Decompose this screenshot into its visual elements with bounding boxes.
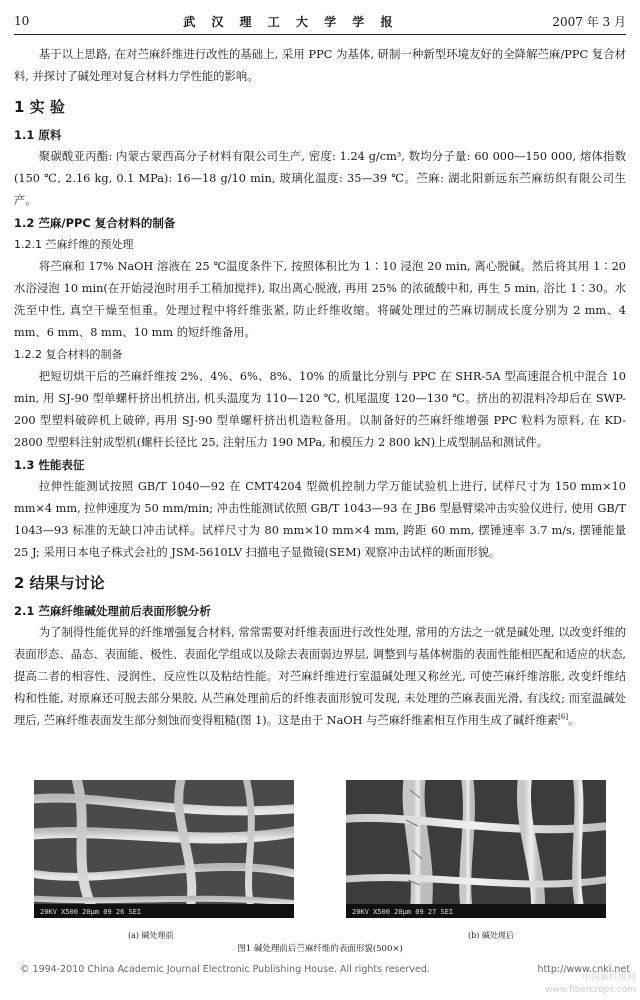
figure-caption: 图1 碱处理前后苎麻纤维的表面形貌(500×) bbox=[237, 944, 403, 954]
issue-date: 2007 年 3 月 bbox=[552, 14, 626, 29]
section-2-title: 2 结果与讨论 bbox=[14, 574, 105, 592]
section-1-2-2-title: 1.2.2 复合材料的制备 bbox=[14, 348, 123, 361]
sem-b-databar: 20KV X500 20μm 09 27 SEI bbox=[352, 908, 454, 916]
sem-image-treated bbox=[346, 780, 606, 918]
section-1-1-text: 聚碳酸亚丙酯: 内蒙古蒙西高分子材料有限公司生产, 密度: 1.24 g/cm³, 数均分子量: 60 000—150 000, 熔体指数(150 ℃, 2.16 kg, 0.1 MPa): 16—18 g/10 min, 玻璃化温度: 35—39 ℃。苎麻: 湖北阳新远东苎麻纺织有限公司生产。 bbox=[14, 150, 626, 207]
watermark-cn: 中国麻纤维网 bbox=[581, 973, 636, 983]
section-1-2-2-text: 把短切烘干后的苎麻纤维按 2%、4%、6%、8%、10% 的质量比分别与 PPC 在 SHR-5A 型高速混合机中混合 10 min, 用 SJ-90 型单螺杆挤出机挤出, 机头温度为 110—120 ℃, 机尾温度 120—130 ℃。挤出的初混料冷却后在 SWP-200 型塑料破碎机上破碎, 再用 SJ-90 型单螺杆挤出机造粒备用。以制备好的苎麻纤维增强 PPC 粒料为原料, 在 KD-2800 型塑料注射成型机(螺杆长径比 25, 注射压力 190 MPa, 和模压力 2 800 kN)上成型制品和测试件。 bbox=[14, 370, 626, 449]
intro-paragraph: 基于以上思路, 在对苎麻纤维进行改性的基础上, 采用 PPC 为基体, 研制一种新型环境友好的全降解苎麻/PPC 复合材料, 并探讨了碱处理对复合材料力学性能的影响。 bbox=[14, 48, 626, 83]
section-2-1-title: 2.1 苎麻纤维碱处理前后表面形貌分析 bbox=[14, 604, 211, 618]
citation-6: [6] bbox=[558, 713, 569, 722]
section-2-1-end: 。 bbox=[568, 714, 580, 727]
watermark bbox=[545, 972, 636, 996]
subfigure-b-label: (b) 碱处理后 bbox=[468, 931, 514, 940]
page-header bbox=[14, 8, 626, 35]
figure-1 bbox=[34, 780, 606, 920]
section-1-3-text: 拉伸性能测试按照 GB/T 1040—92 在 CMT4204 型微机控制力学万能试验机上进行, 试样尺寸为 150 mm×10 mm×4 mm, 拉伸速度为 50 mm/min; 冲击性能测试依照 GB/T 1043—93 在 JB6 型悬臂梁冲击实验仪进行, 使用 GB/T 1043—93 标准的无缺口冲击试样。试样尺寸为 80 mm×10 mm×4 mm, 跨距 60 mm, 摆锤速率 3.7 m/s, 摆锤能量 25 J; 采用日本电子株式会社的 JSM-5610LV 扫描电子显微镜(SEM) 观察冲击试样的断面形貌。 bbox=[14, 480, 626, 559]
sem-image-untreated bbox=[34, 780, 294, 918]
section-1-2-1-title: 1.2.1 苎麻纤维的预处理 bbox=[14, 238, 134, 251]
section-1-3-title: 1.3 性能表征 bbox=[14, 458, 85, 472]
section-1-2-title: 1.2 苎麻/PPC 复合材料的制备 bbox=[14, 216, 176, 230]
section-2-1-body: 为了制得性能优异的纤维增强复合材料, 常常需要对纤维表面进行改性处理, 常用的方法之一就是碱处理, 以改变纤维的表面形态、晶态、表面能、极性、表面化学组成以及除去表面弱边界层, 调整到与基体树脂的表面性能相匹配和适应的状态, 提高二者的相容性、浸润性、反应性以及粘结性能。对苎麻纤维进行室温碱处理又称丝光, 可使苎麻纤维溶胀, 改变纤维结构和性能, 对原麻还可脱去部分果胶, 从苎麻处理前后的纤维表面形貌可发现, 未处理的苎麻表面光滑, 有浅纹; 而室温碱处理后, 苎麻纤维表面发生部分刻蚀而变得粗糙(图 1)。这是由于 NaOH 与苎麻纤维素相互作用生成了碱纤维素 bbox=[14, 626, 626, 727]
section-2-1-text bbox=[14, 622, 626, 732]
journal-title: 武 汉 理 工 大 学 学 报 bbox=[183, 14, 399, 29]
article-body bbox=[14, 44, 626, 732]
section-1-2-1-text: 将苎麻和 17% NaOH 溶液在 25 ℃温度条件下, 按照体积比为 1∶10 浸泡 20 min, 离心脱碱。然后将其用 1∶20 水浴浸泡 10 min(在开始浸泡时用手工稍加搅拌), 取出离心脱液, 再用 25% 的浓硫酸中和, 再生 5 min, 浴比 1∶30。水洗至中性, 真空干燥至恒重。处理过程中将纤维张紧, 防止纤维收缩。将碱处理过的苎麻切制成长度分别为 2 mm、4 mm、6 mm、8 mm、10 mm 的短纤维备用。 bbox=[14, 260, 626, 339]
section-1-title: 1 实 验 bbox=[14, 98, 65, 116]
sem-a-databar: 20KV X500 20μm 09 26 SEI bbox=[40, 908, 142, 916]
subfigure-a-label: (a) 碱处理前 bbox=[128, 931, 174, 940]
copyright-notice: © 1994-2010 China Academic Journal Electronic Publishing House. All rights reserved. bbox=[20, 964, 430, 975]
section-1-1-title: 1.1 原料 bbox=[14, 128, 62, 142]
cnki-link[interactable]: http://www.cnki.net bbox=[537, 964, 630, 975]
page-number: 10 bbox=[14, 14, 30, 28]
page-footer bbox=[20, 964, 630, 975]
watermark-url: www.fibercrops.com bbox=[545, 985, 636, 995]
